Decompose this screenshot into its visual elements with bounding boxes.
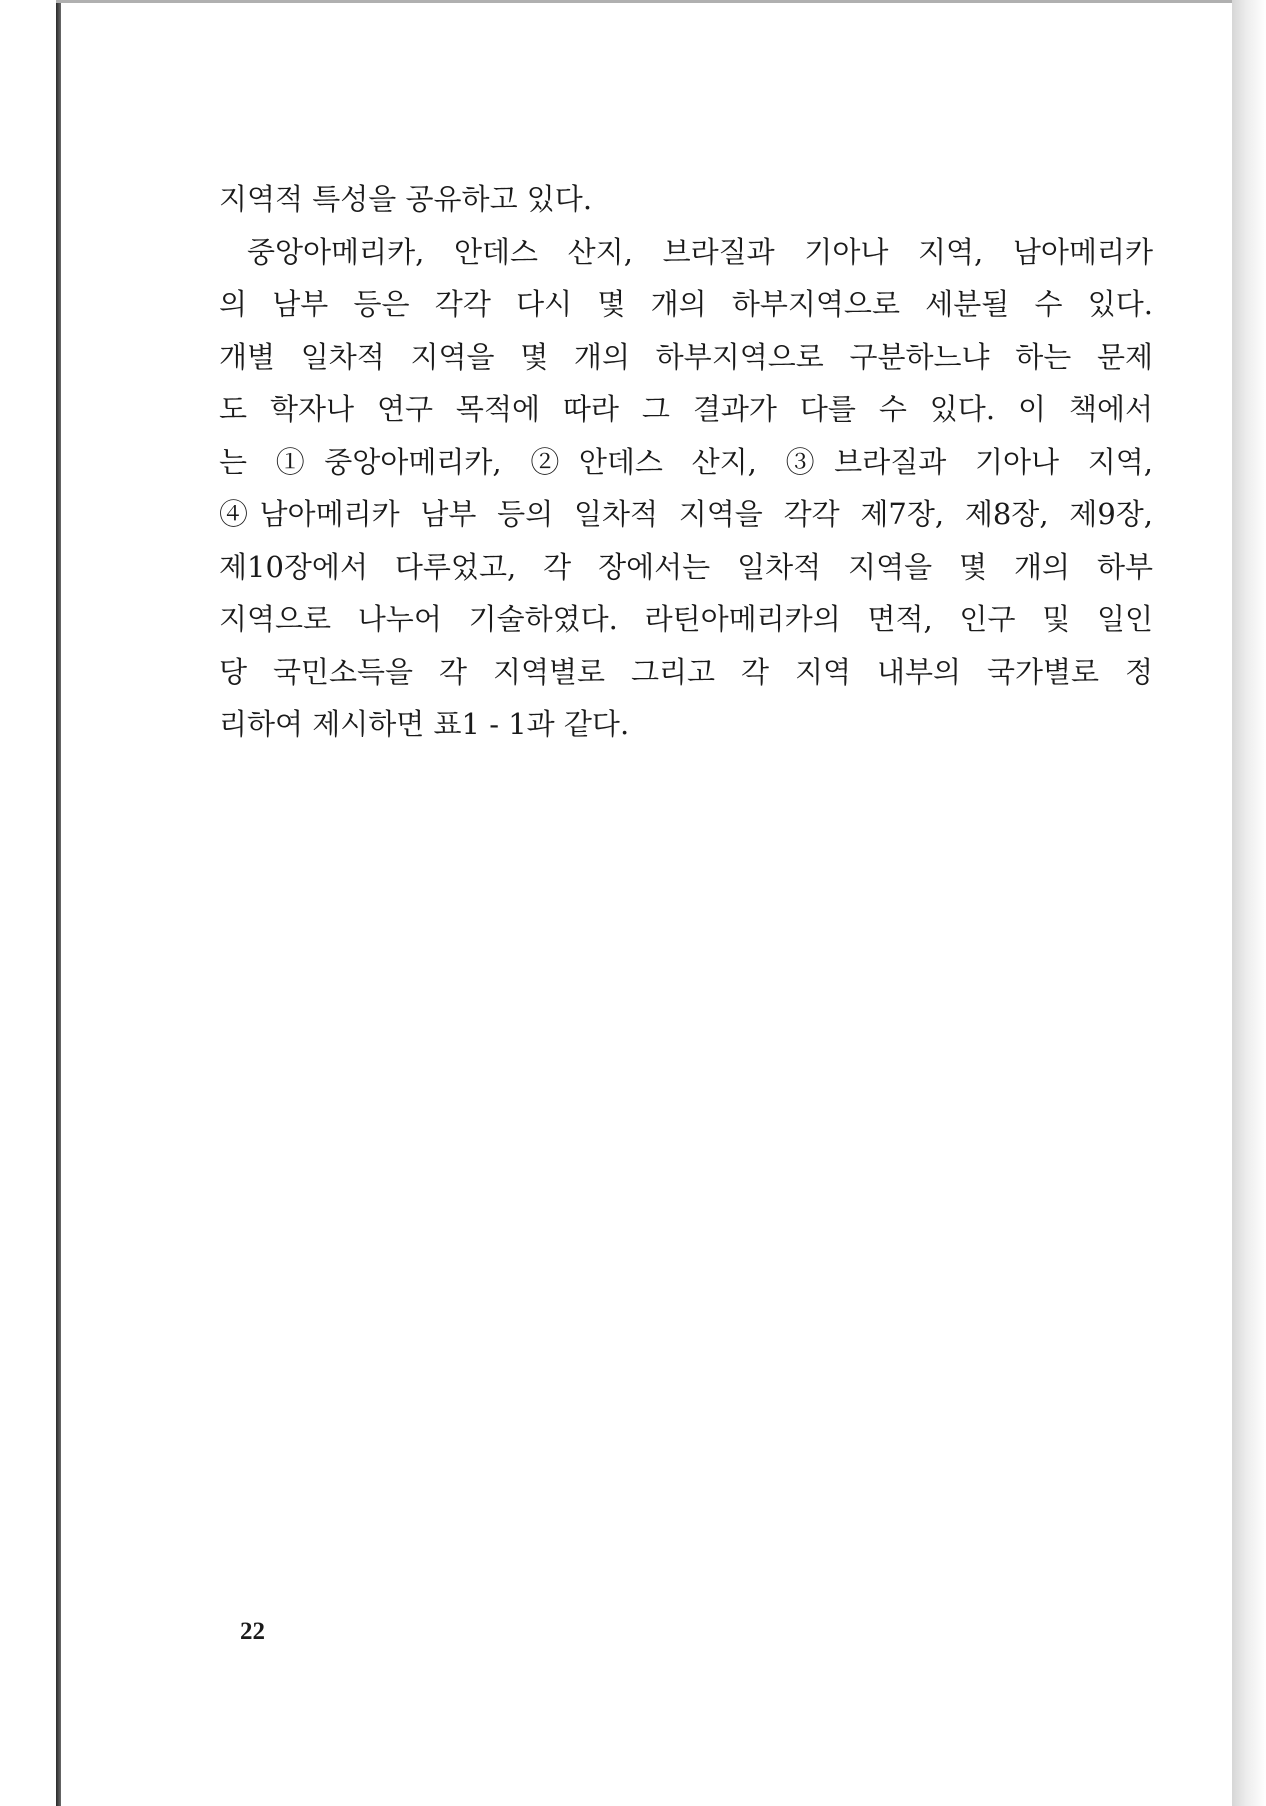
text-line: 도 학자나 연구 목적에 따라 그 결과가 다를 수 있다. 이 책에서 — [219, 392, 1153, 426]
page-number: 22 — [240, 1618, 265, 1645]
text-line: 지역으로 나누어 기술하였다. 라틴아메리카의 면적, 인구 및 일인 — [219, 602, 1153, 636]
text-line: 는 ①중앙아메리카, ②안데스 산지, ③브라질과 기아나 지역, — [219, 444, 1153, 479]
text-line: 중앙아메리카, 안데스 산지, 브라질과 기아나 지역, 남아메리카 — [247, 234, 1153, 269]
text-line: 당 국민소득을 각 지역별로 그리고 각 지역 내부의 국가별로 정 — [219, 654, 1153, 689]
body-text — [219, 173, 1153, 751]
text-line: 지역적 특성을 공유하고 있다. — [219, 182, 593, 216]
book-page — [61, 3, 1232, 1806]
text-line: 개별 일차적 지역을 몇 개의 하부지역으로 구분하느냐 하는 문제 — [219, 339, 1153, 374]
page-right-shadow — [1232, 0, 1266, 1806]
text-line: 의 남부 등은 각각 다시 몇 개의 하부지역으로 세분될 수 있다. — [219, 287, 1153, 321]
text-line: 리하여 제시하면 표1 - 1과 같다. — [219, 707, 630, 741]
text-line: 제10장에서 다루었고, 각 장에서는 일차적 지역을 몇 개의 하부 — [219, 549, 1153, 584]
text-line: ④남아메리카 남부 등의 일차적 지역을 각각 제7장, 제8장, 제9장, — [219, 497, 1153, 531]
